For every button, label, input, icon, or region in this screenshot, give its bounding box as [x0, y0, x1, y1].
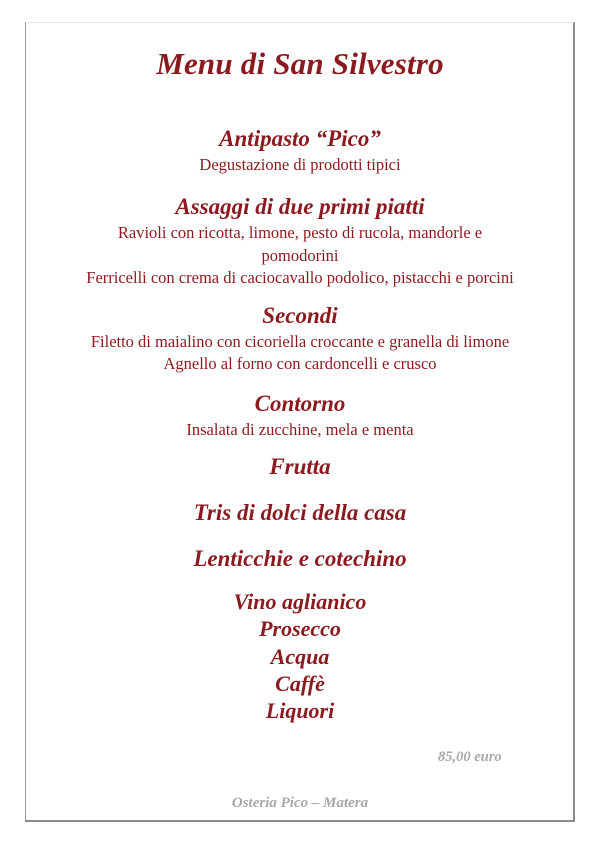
restaurant-footer: Osteria Pico – Matera [231, 795, 369, 811]
section-item-primi-1a: Ravioli con ricotta, limone, pesto di rucola, mandorle e [117, 223, 483, 242]
section-item-primi-1b: pomodorini [261, 246, 339, 265]
menu-price: 85,00 euro [438, 749, 502, 765]
drink-item: Prosecco [259, 616, 341, 642]
section-item-primi-2: Ferricelli con crema di caciocavallo podolico, pistacchi e porcini [86, 268, 514, 287]
drink-item: Caffè [275, 670, 325, 696]
drink-item: Acqua [270, 643, 330, 669]
section-title-secondi: Secondi [262, 303, 338, 328]
section-item-secondi-1: Filetto di maialino con cicoriella croccante e granella di limone [90, 332, 510, 351]
section-title-contorno: Contorno [254, 391, 346, 416]
section-title-primi: Assaggi di due primi piatti [175, 194, 425, 219]
section-item-antipasto-1: Degustazione di prodotti tipici [199, 155, 401, 174]
drink-item: Liquori [265, 698, 335, 724]
section-title-frutta: Frutta [269, 454, 331, 479]
drink-item: Vino aglianico [233, 589, 367, 614]
menu-title: Menu di San Silvestro [156, 46, 444, 81]
section-item-contorno-1: Insalata di zucchine, mela e menta [186, 420, 414, 439]
section-title-lenticchie: Lenticchie e cotechino [193, 546, 407, 571]
section-item-secondi-2: Agnello al forno con cardoncelli e crusco [163, 354, 437, 373]
drinks-list [0, 588, 600, 724]
section-title-dolci: Tris di dolci della casa [193, 500, 407, 525]
section-title-antipasto: Antipasto “Pico” [219, 126, 381, 151]
